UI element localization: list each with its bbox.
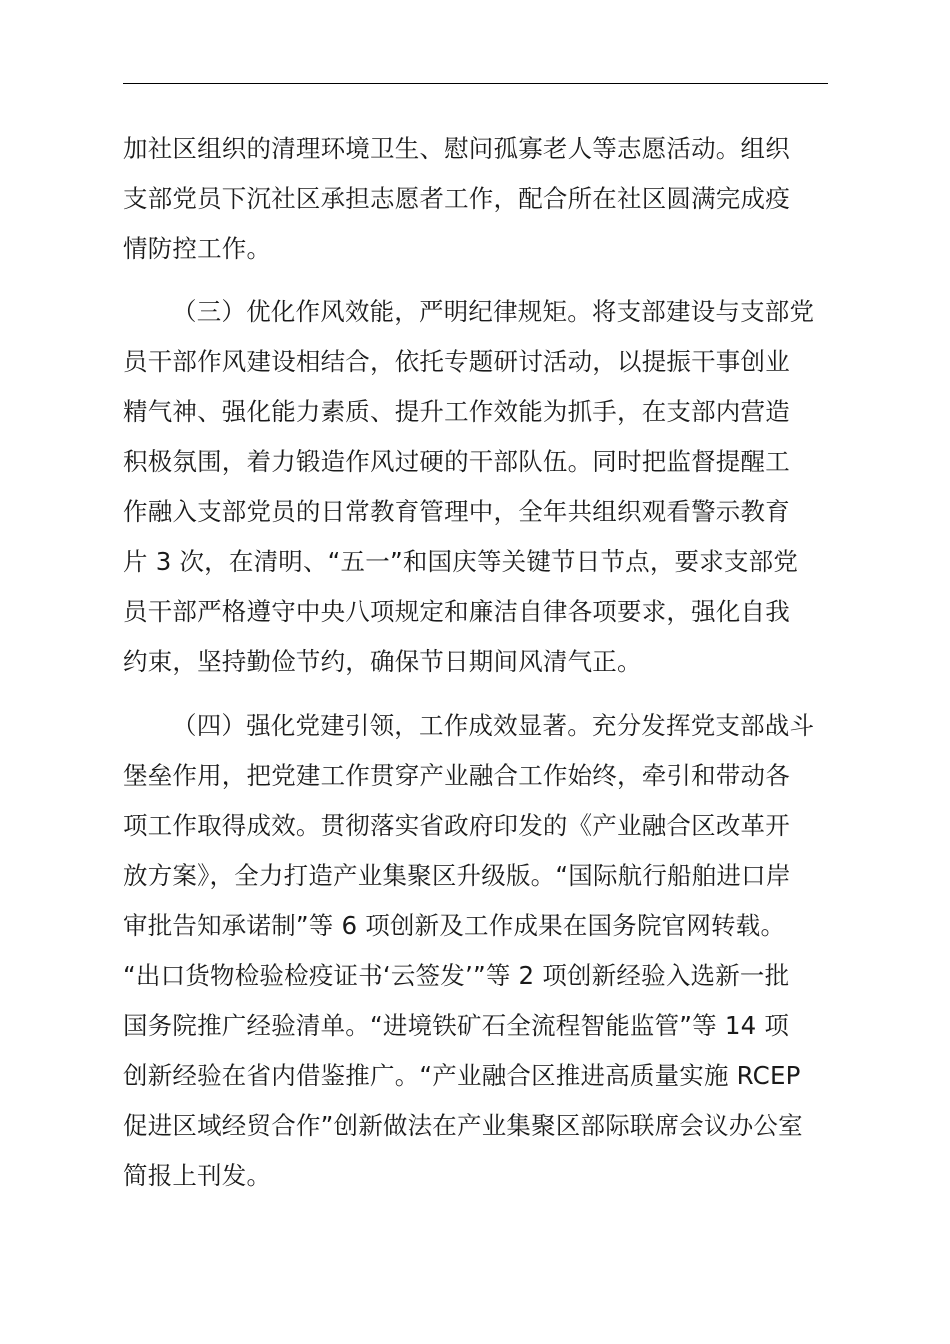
paragraph-section-four: （四）强化党建引领，工作成效显著。充分发挥党支部战斗 堡垒作用，把党建工作贯穿产业融合工作始终，牵引和带动各 项工作取得成效。贯彻落实省政府印发的《产业融合区改革开 放方案》，全力打造产业集聚区升级版。“国际航行船舶进口岸 审批告知承诺制”等 6 项创新及工作成果在国务院官网转载。 “出口货物检验检疫证书‘云签发’”等 2 项创新经验入选新一批 国务院推广经验清单。“进境铁矿石全流程智能监管”等 14 项 创新经验在省内借鉴推广。“产业融合区推进高质量实施 RCEP 促进区域经贸合作”创新做法在产业集聚区部际联席会议办公室 简报上刊发。	[123, 711, 815, 1190]
paragraph-section-three: （三）优化作风效能，严明纪律规矩。将支部建设与支部党 员干部作风建设相结合，依托专题研讨活动，以提振干事创业 精气神、强化能力素质、提升工作效能为抓手，在支部内营造 积极氛围，着力锻造作风过硬的干部队伍。同时把监督提醒工 作融入支部党员的日常教育管理中，全年共组织观看警示教育 片 3 次，在清明、“五一”和国庆等关键节日节点，要求支部党 员干部严格遵守中央八项规定和廉洁自律各项要求，强化自我 约束，坚持勤俭节约，确保节日期间风清气正。	[123, 297, 815, 676]
header-rule	[123, 83, 828, 84]
document-body	[123, 124, 828, 1201]
paragraph-volunteer-work: 加社区组织的清理环境卫生、慰问孤寡老人等志愿活动。组织 支部党员下沉社区承担志愿者工作，配合所在社区圆满完成疫 情防控工作。	[123, 134, 790, 263]
